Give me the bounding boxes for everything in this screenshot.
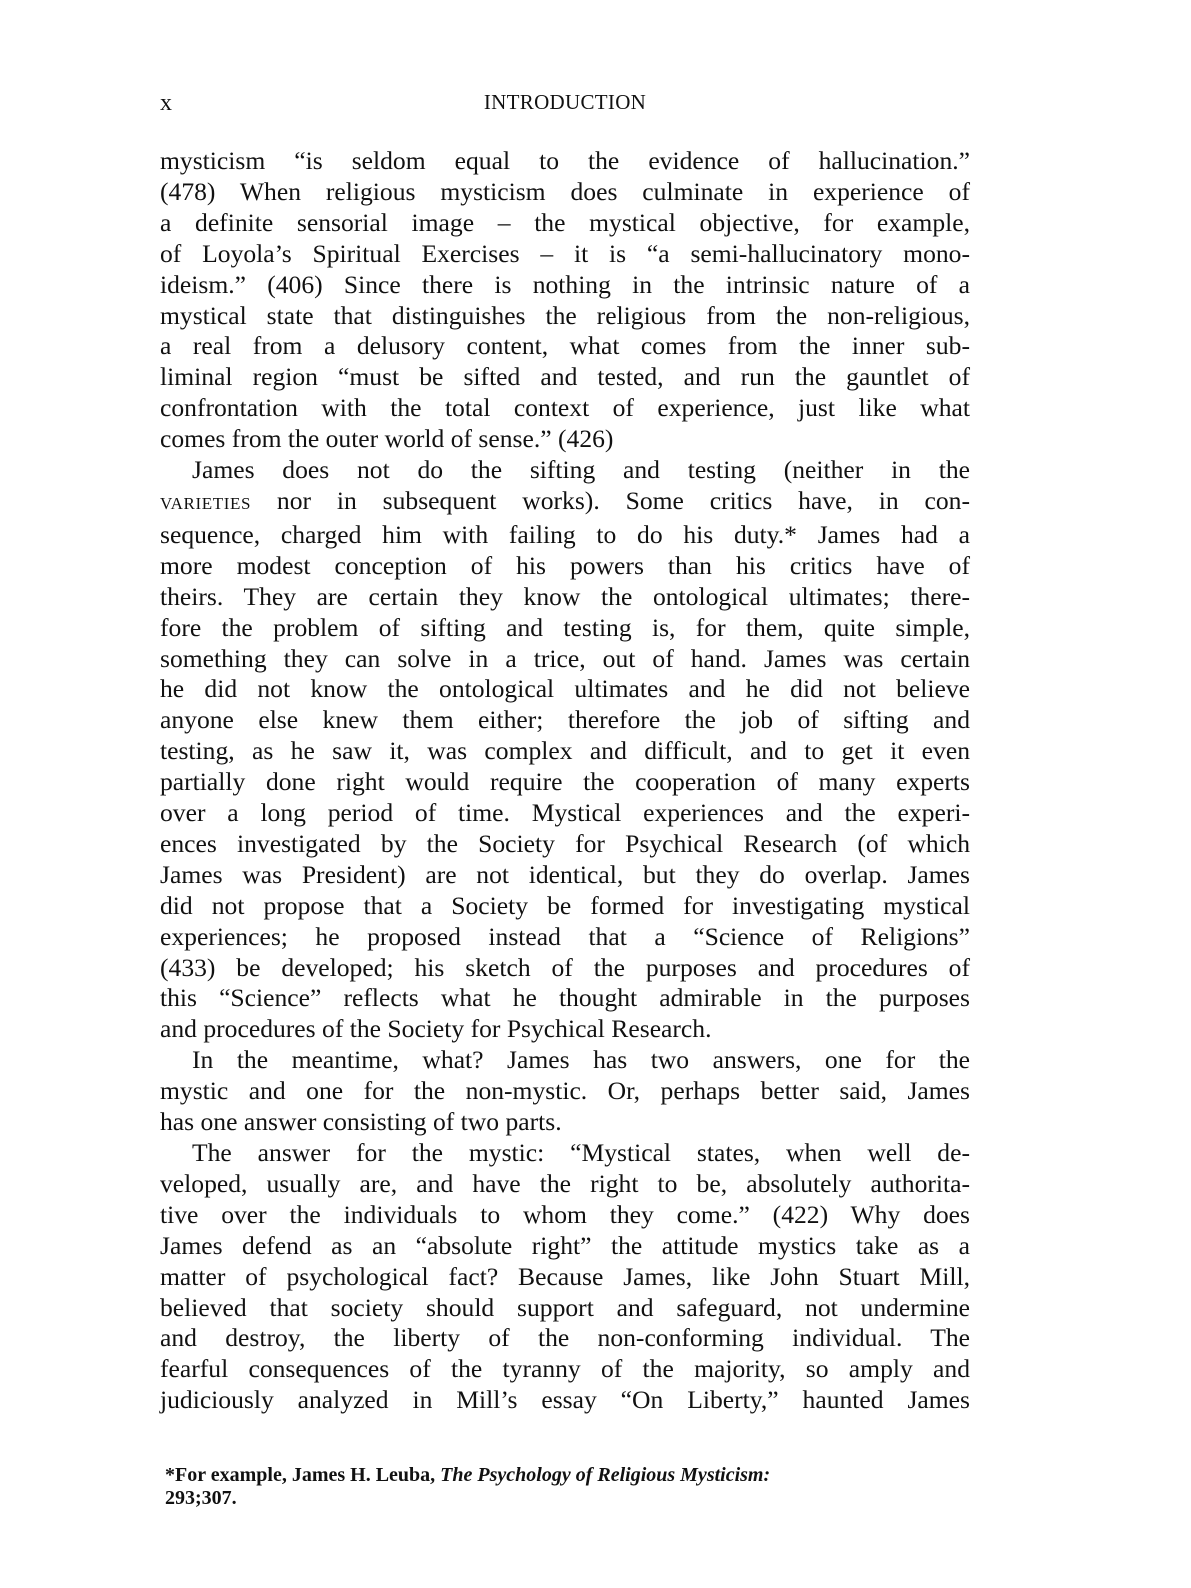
text-line: mystical state that distinguishes the religious from the non-religious, (160, 300, 970, 330)
text-line: mysticism “is seldom equal to the evidence of hallucination.” (160, 146, 970, 175)
footnote (165, 1464, 975, 1510)
text-line: something they can solve in a trice, out of hand. James was certain (160, 643, 970, 673)
text-line: did not propose that a Society be formed for investigating mystical (160, 890, 970, 920)
text-line: James was President) are not identical, but they do overlap. James (160, 859, 970, 889)
body-text (160, 146, 970, 1416)
text-line: comes from the outer world of sense.” (426) (160, 424, 614, 454)
text-line: over a long period of time. Mystical experiences and the experi- (160, 798, 970, 828)
text-line: theirs. They are certain they know the ontological ultimates; there- (160, 581, 970, 611)
text-line (160, 486, 970, 520)
text-line: In the meantime, what? James has two answers, one for the (192, 1045, 970, 1075)
text-line: The answer for the mystic: “Mystical states, when well de- (192, 1138, 970, 1167)
text-line: he did not know the ontological ultimates and he did not believe (160, 674, 970, 704)
text-line: tive over the individuals to whom they come.” (422) Why does (160, 1199, 970, 1229)
text-line: has one answer consisting of two parts. (160, 1107, 562, 1137)
text-line: testing, as he saw it, was complex and difficult, and to get it even (160, 736, 970, 766)
text-line: mystic and one for the non-mystic. Or, perhaps better said, James (160, 1076, 970, 1106)
footnote-lead: *For example, James H. Leuba, (165, 1464, 441, 1486)
text-line: judiciously analyzed in Mill’s essay “On Liberty,” haunted James (160, 1385, 970, 1415)
text-line: experiences; he proposed instead that a “Science of Religions” (160, 921, 970, 951)
text-line: (478) When religious mysticism does culminate in experience of (160, 176, 970, 206)
line-text: nor in subsequent works). Some critics have, in con- (251, 485, 970, 515)
text-line: James defend as an “absolute right” the attitude mystics take as a (160, 1230, 970, 1260)
text-line: and destroy, the liberty of the non-conforming individual. The (160, 1323, 970, 1353)
text-line: liminal region “must be sifted and tested, and run the gauntlet of (160, 362, 970, 392)
text-line: ideism.” (406) Since there is nothing in the intrinsic nature of a (160, 269, 970, 299)
text-line: more modest conception of his powers than his critics have of (160, 550, 970, 580)
text-line: sequence, charged him with failing to do his duty.* James had a (160, 519, 970, 549)
text-line: and procedures of the Society for Psychical Research. (160, 1014, 712, 1044)
text-line: fearful consequences of the tyranny of the majority, so amply and (160, 1354, 970, 1384)
text-line: of Loyola’s Spiritual Exercises – it is “a semi-hallucinatory mono- (160, 238, 970, 268)
text-line: veloped, usually are, and have the right to be, absolutely authorita- (160, 1168, 970, 1198)
footnote-pages: 293;307. (165, 1487, 237, 1509)
text-line: James does not do the sifting and testing (neither in the (192, 455, 970, 485)
text-line: fore the problem of sifting and testing is, for them, quite simple, (160, 612, 970, 642)
text-line: a real from a delusory content, what comes from the inner sub- (160, 331, 970, 361)
footnote-title: The Psychology of Religious Mysticism: (440, 1464, 771, 1486)
text-line: partially done right would require the cooperation of many experts (160, 767, 970, 797)
book-title-small-caps: VARIETIES (160, 493, 252, 513)
page-number: x (160, 90, 172, 116)
page-header (160, 90, 970, 122)
text-line: matter of psychological fact? Because James, like John Stuart Mill, (160, 1261, 970, 1291)
text-line: ences investigated by the Society for Psychical Research (of which (160, 828, 970, 858)
text-line: believed that society should support and safeguard, not undermine (160, 1292, 970, 1322)
text-line: confrontation with the total context of experience, just like what (160, 393, 970, 423)
text-line: anyone else knew them either; therefore the job of sifting and (160, 705, 970, 735)
running-head: INTRODUCTION (483, 90, 647, 114)
text-line: this “Science” reflects what he thought admirable in the purposes (160, 983, 970, 1013)
text-line: (433) be developed; his sketch of the purposes and procedures of (160, 952, 970, 982)
text-line: a definite sensorial image – the mystical objective, for example, (160, 207, 970, 237)
